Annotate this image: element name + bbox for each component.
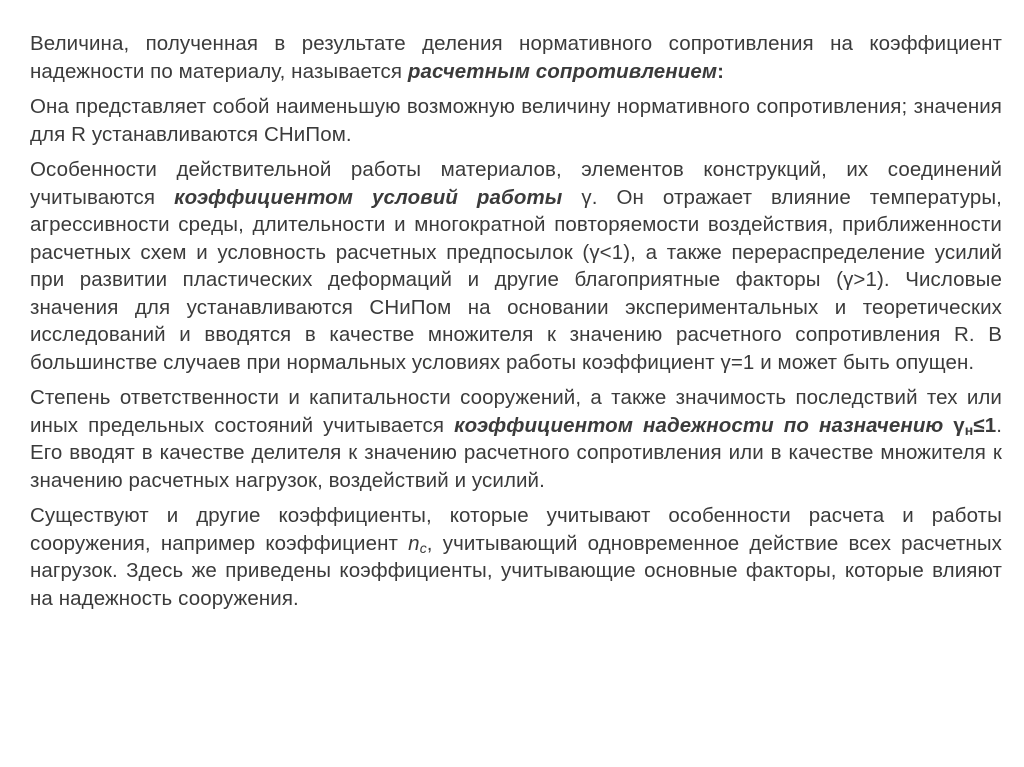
symbol-subscript: н [964, 421, 974, 438]
paragraph-text: Величина, полученная в результате деления нормативного сопротивления на коэффициент надежности по материалу, называется [30, 32, 1002, 83]
paragraph-other-coefficients [30, 502, 1002, 612]
paragraph-text: . Его вводят в качестве делителя к значению расчетного сопротивления или в качестве множителя к значению расчетных нагрузок, воздействий и усилий. [30, 413, 1003, 492]
term-reliability-coefficient: коэффициентом надежности по назначению [454, 413, 944, 437]
paragraph-design-resistance [30, 30, 1002, 85]
symbol-gamma: γ [943, 413, 965, 437]
paragraph-text: Существуют и другие коэффициенты, которые учитывают особенности расчета и работы сооружения, например коэффициент [30, 504, 1002, 555]
paragraph-text: , учитывающий одновременное действие всех расчетных нагрузок. Здесь же приведены коэффициенты, учитывающие основные факторы, которые влияют на надежность сооружения. [30, 531, 1002, 610]
paragraph-text: : [717, 59, 725, 83]
term-working-conditions-coefficient: коэффициентом условий работы [174, 185, 563, 209]
slide-body [30, 30, 1002, 620]
symbol-subscript: c [419, 539, 427, 556]
paragraph-text: Она представляет собой наименьшую возможную величину нормативного сопротивления; значения для R устанавливаются СНиПом. [30, 95, 1002, 146]
paragraph-reliability-purpose [30, 384, 1002, 494]
paragraph-text: γ. Он отражает влияние температуры, агрессивности среды, длительности и многократной повторяемости воздействия, приближенности расчетных схем и условность расчетных предпосылок (γ<1), а также перераспределение усилий при развитии пластических деформаций и другие благоприятные факторы (γ>1). Числовые значения для устанавливаются СНиПом на основании экспериментальных и теоретических исследований и вводятся в качестве множителя к значению расчетного сопротивления R. В большинстве случаев при нормальных условиях работы коэффициент γ=1 и может быть опущен. [30, 185, 1002, 374]
paragraph-minimum-value [30, 93, 1002, 148]
symbol-n: n [408, 531, 420, 555]
paragraph-text: Особенности действительной работы материалов, элементов конструкций, их соединений учитываются [30, 158, 1002, 209]
paragraph-working-conditions [30, 156, 1002, 376]
paragraph-text: Степень ответственности и капитальности сооружений, а также значимость последствий тех или иных предельных состояний учитывается [30, 386, 1002, 437]
symbol-relation: ≤1 [973, 413, 997, 437]
term-design-resistance: расчетным сопротивлением [407, 59, 718, 83]
